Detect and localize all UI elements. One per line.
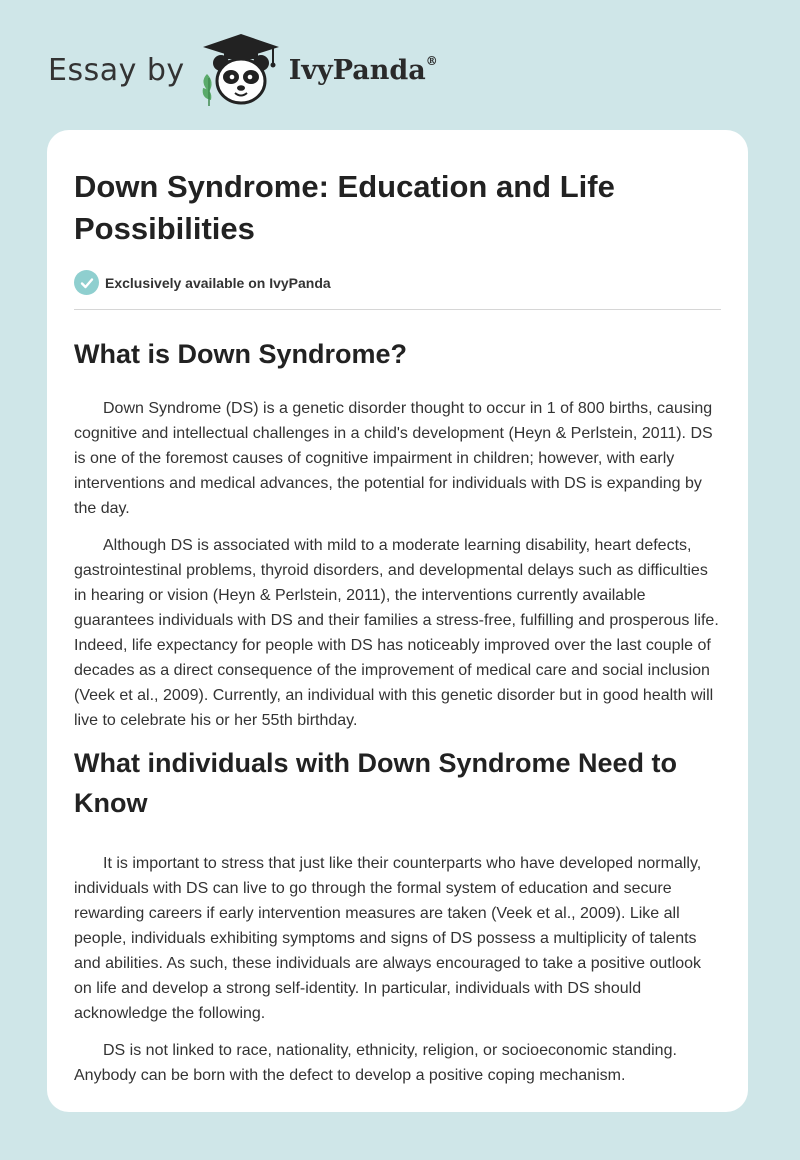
section-what-is-ds	[74, 334, 721, 733]
paragraph: It is important to stress that just like their counterparts who have developed normally, individuals with DS can live to go through the formal system of education and secure rewarding careers if early intervention measures are taken (Veek et al., 2009). Like all people, individuals exhibiting symptoms and signs of DS possess a multiplicity of talents and abilities. As such, these individuals are always encouraged to take a positive outlook on life and develop a strong self-identity. In particular, individuals with DS should acknowledge the following.	[74, 855, 702, 1022]
panda-logo-icon	[197, 30, 285, 110]
badge-text: Exclusively available on IvyPanda	[105, 274, 331, 291]
paragraph: Down Syndrome (DS) is a genetic disorder thought to occur in 1 of 800 births, causing cognitive and intellectual challenges in a child's development (Heyn & Perlstein, 2011). DS is one of the foremost causes of cognitive impairment in children; however, with early interventions and medical advances, the potential for individuals with DS is expanding by the day.	[74, 400, 713, 517]
essay-card	[47, 130, 748, 1112]
brand-name: IvyPanda®	[288, 53, 438, 86]
site-brand[interactable]	[48, 30, 438, 110]
page-title: Down Syndrome: Education and Life Possibilities	[74, 169, 615, 246]
divider	[74, 309, 721, 310]
brand-prefix: Essay by	[48, 52, 185, 88]
paragraph: Although DS is associated with mild to a moderate learning disability, heart defects, gastrointestinal problems, thyroid disorders, and developmental delays such as difficulties in hearing or vision (Heyn & Perlstein, 2011), the interventions currently available guarantees individuals with DS and their families a stress-free, fulfilling and prosperous life. Indeed, life expectancy for people with DS has noticeably improved over the last couple of decades as a direct consequence of the improvement of medical care and social inclusion (Veek et al., 2009). Currently, an individual with this genetic disorder but in good health will live to celebrate his or her 55th birthday.	[74, 537, 719, 729]
paragraph: DS is not linked to race, nationality, ethnicity, religion, or socioeconomic standing. Anybody can be born with the defect to develop a positive coping mechanism.	[74, 1042, 677, 1084]
check-circle-icon	[74, 270, 99, 295]
section-need-to-know	[74, 743, 721, 1088]
section-heading: What individuals with Down Syndrome Need to Know	[74, 748, 678, 818]
exclusive-badge	[74, 270, 721, 295]
section-heading: What is Down Syndrome?	[74, 339, 408, 369]
